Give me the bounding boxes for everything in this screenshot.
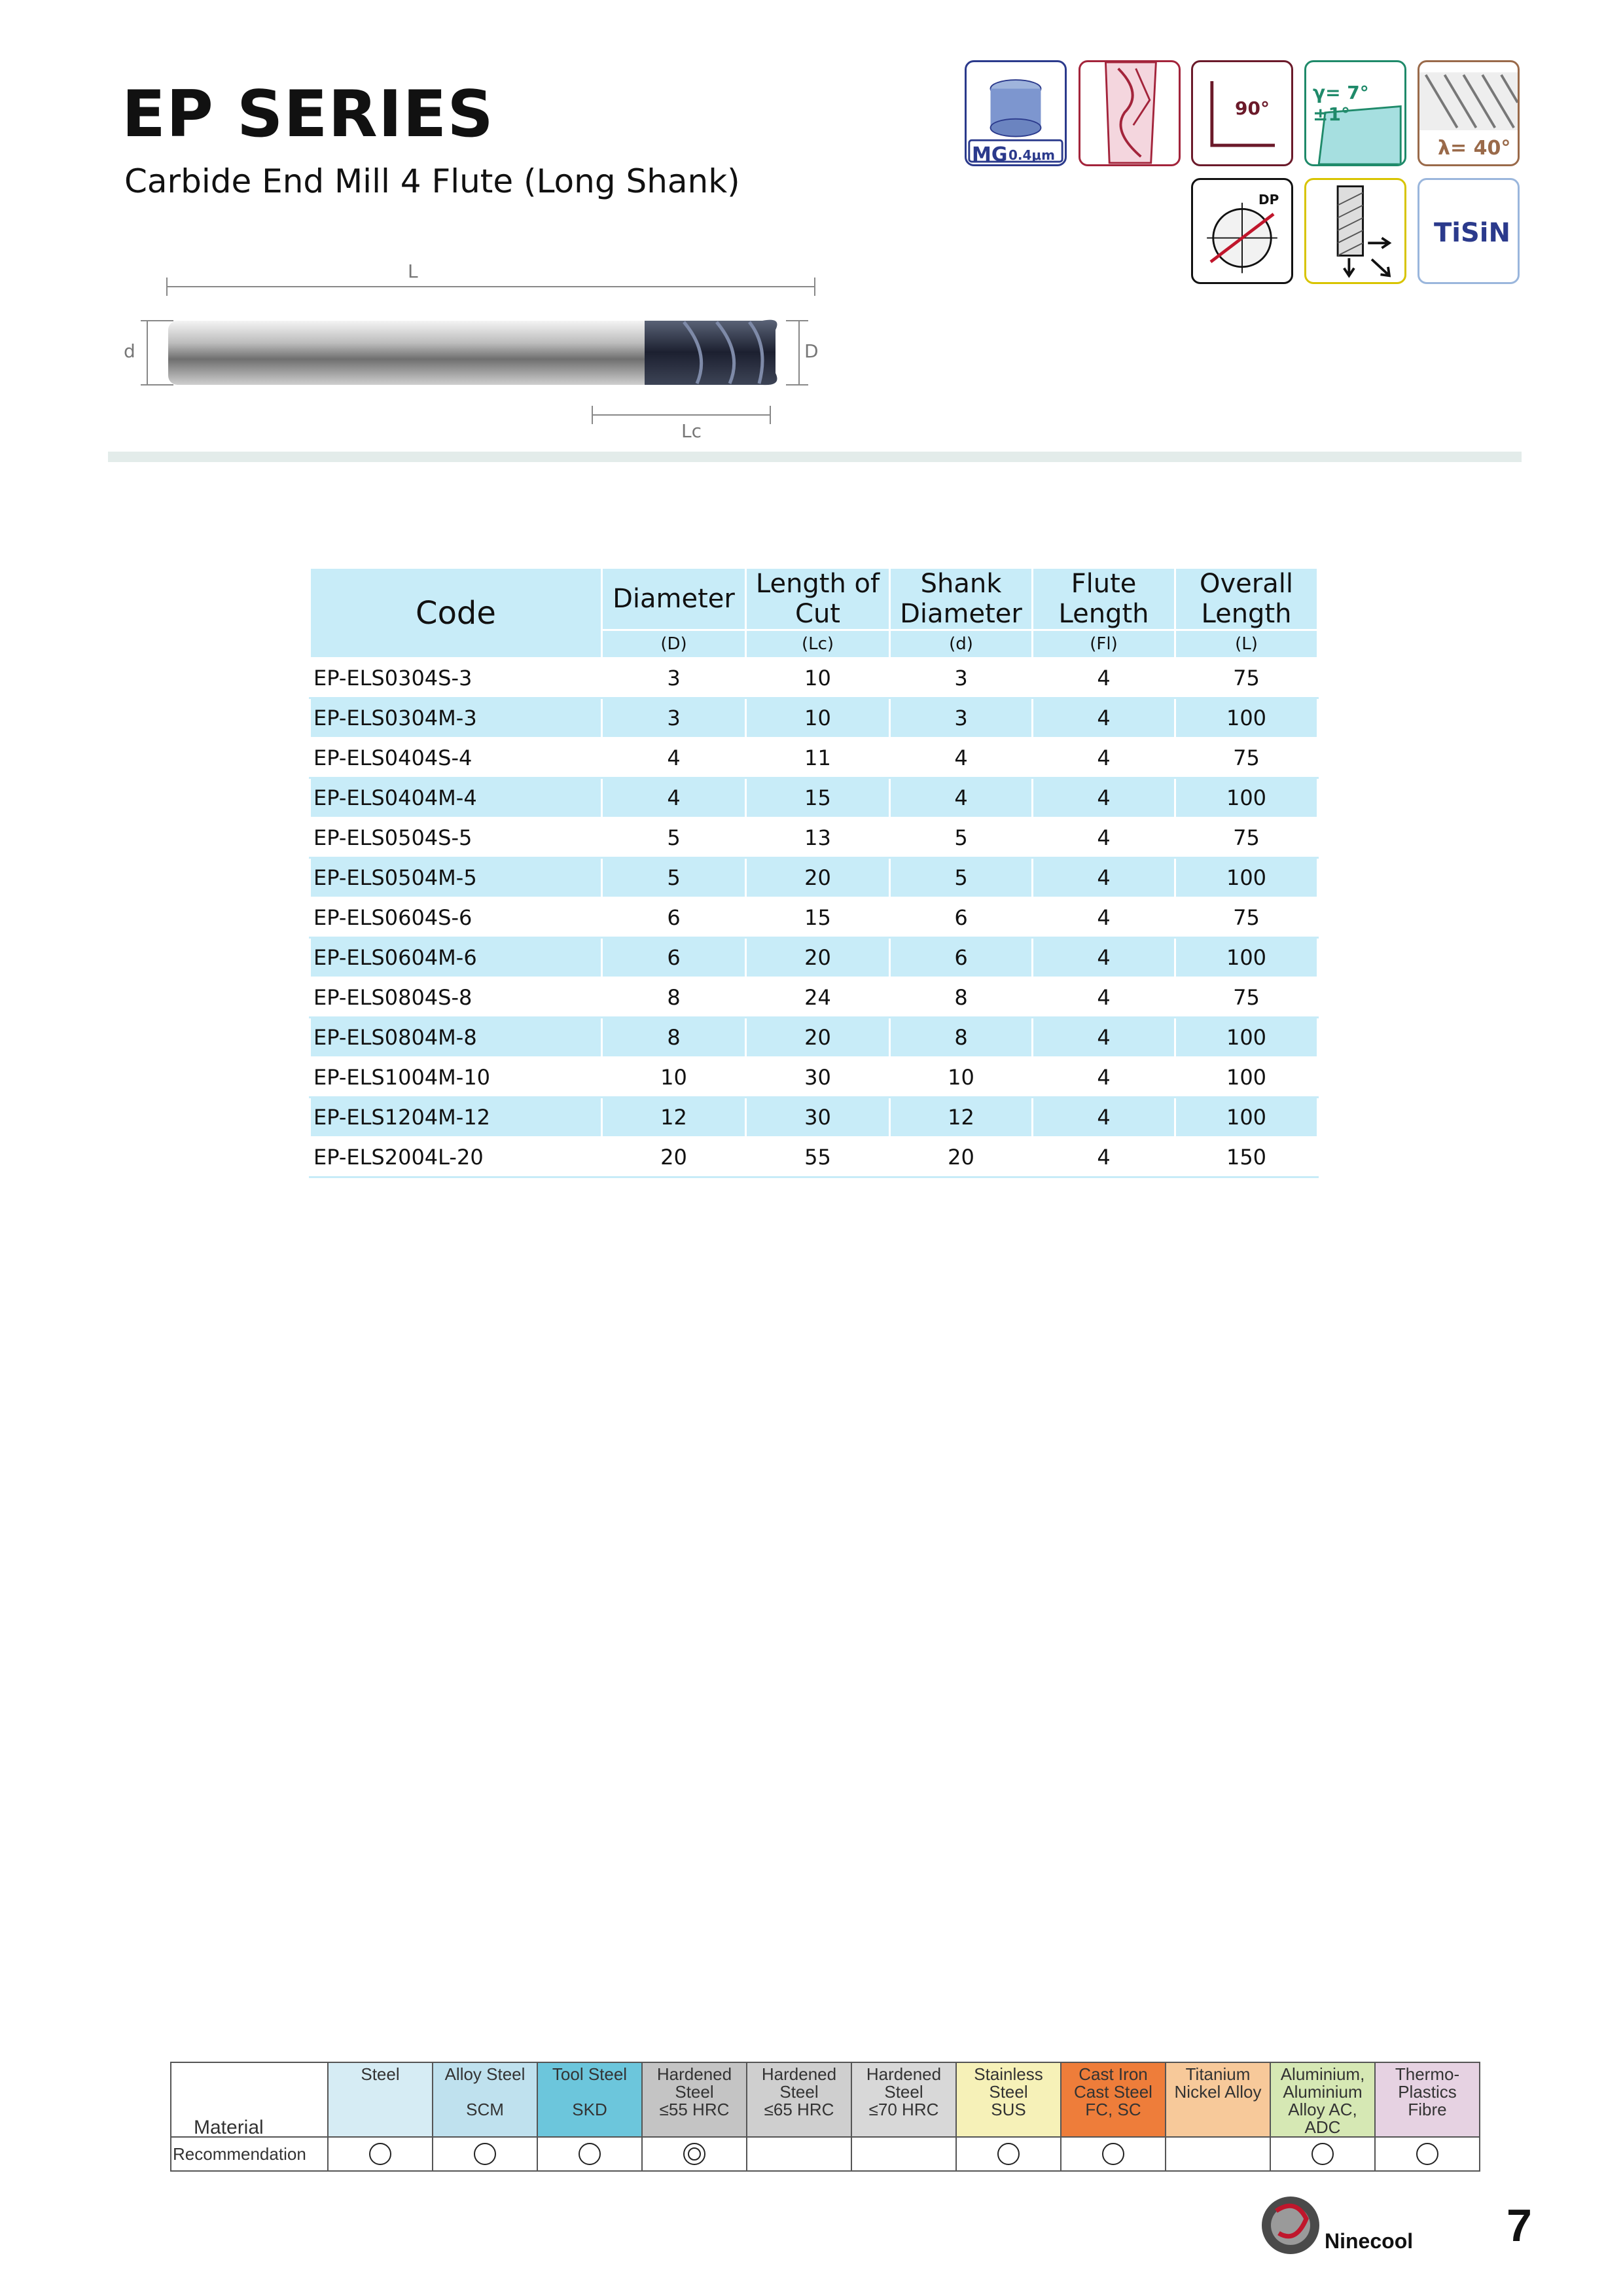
end-mill-drawing	[108, 249, 1522, 465]
value-cell: 75	[1175, 818, 1318, 858]
value-cell: 24	[746, 978, 890, 1018]
circle-icon	[369, 2143, 391, 2165]
value-cell: 4	[1033, 1098, 1175, 1138]
value-cell: 6	[890, 938, 1033, 978]
table-row	[310, 658, 1318, 698]
value-cell: 4	[1033, 658, 1175, 698]
recommendation-cell	[1061, 2137, 1166, 2171]
table-row	[310, 818, 1318, 858]
code-cell: EP-ELS0804M-8	[310, 1018, 602, 1058]
material-column-header	[328, 2062, 433, 2137]
unit-shank-diameter: (d)	[890, 630, 1033, 658]
value-cell: 6	[602, 938, 746, 978]
value-cell: 100	[1175, 1058, 1318, 1098]
material-column-header	[851, 2062, 956, 2137]
value-cell: 5	[602, 858, 746, 898]
page-title: EP SERIES	[122, 77, 494, 152]
header-shank-diameter: Shank Diameter	[890, 568, 1033, 630]
material-header-line	[433, 2083, 537, 2101]
value-cell: 12	[890, 1098, 1033, 1138]
value-cell: 3	[602, 698, 746, 738]
material-header-line: Nickel Alloy	[1174, 2082, 1262, 2102]
recommendation-cell	[642, 2137, 747, 2171]
value-cell: 100	[1175, 778, 1318, 818]
material-column-header	[956, 2062, 1061, 2137]
code-cell: EP-ELS0404S-4	[310, 738, 602, 778]
material-header-line: Fibre	[1408, 2100, 1447, 2119]
value-cell: 20	[602, 1138, 746, 1177]
value-cell: 4	[1033, 978, 1175, 1018]
value-cell: 4	[1033, 698, 1175, 738]
double-circle-icon	[683, 2143, 705, 2165]
value-cell: 10	[890, 1058, 1033, 1098]
material-header-line: ≤65 HRC	[764, 2100, 834, 2119]
value-cell: 3	[890, 698, 1033, 738]
value-cell: 4	[1033, 1138, 1175, 1177]
material-header-line: Steel	[361, 2064, 400, 2084]
value-cell: 4	[602, 738, 746, 778]
unit-overall-length: (L)	[1175, 630, 1318, 658]
circle-icon	[1102, 2143, 1124, 2165]
circle-icon	[1311, 2143, 1334, 2165]
value-cell: 8	[890, 978, 1033, 1018]
tisin-coating-icon: TiSiN	[1418, 178, 1520, 284]
value-cell: 4	[1033, 738, 1175, 778]
value-cell: 4	[890, 778, 1033, 818]
material-header-line: Cast Steel	[1074, 2082, 1152, 2102]
material-header-line: Thermo-	[1395, 2064, 1460, 2084]
material-header-line: ≤70 HRC	[868, 2100, 939, 2119]
value-cell: 55	[746, 1138, 890, 1177]
shank-diameter-label: d	[124, 340, 135, 362]
code-cell: EP-ELS0604M-6	[310, 938, 602, 978]
value-cell: 75	[1175, 898, 1318, 938]
value-cell: 20	[746, 1018, 890, 1058]
recommendation-cell	[433, 2137, 537, 2171]
recommendation-label: Recommendation	[171, 2137, 328, 2171]
value-cell: 100	[1175, 698, 1318, 738]
material-header-line: SKD	[572, 2100, 607, 2119]
circle-icon	[1416, 2143, 1438, 2165]
diameter-label: D	[804, 340, 819, 362]
material-header-line: Steel	[989, 2082, 1028, 2102]
value-cell: 10	[602, 1058, 746, 1098]
material-header-line: SCM	[466, 2100, 504, 2119]
value-cell: 5	[890, 858, 1033, 898]
code-cell: EP-ELS1204M-12	[310, 1098, 602, 1138]
value-cell: 30	[746, 1058, 890, 1098]
value-cell: 4	[1033, 818, 1175, 858]
material-column-header	[1375, 2062, 1480, 2137]
material-column-header	[1061, 2062, 1166, 2137]
material-header-line: Hardened	[866, 2064, 942, 2084]
material-header-line: Steel	[779, 2082, 819, 2102]
code-cell: EP-ELS0304M-3	[310, 698, 602, 738]
circle-icon	[579, 2143, 601, 2165]
recommendation-cell	[1270, 2137, 1375, 2171]
recommendation-cell	[328, 2137, 433, 2171]
circle-icon	[997, 2143, 1020, 2165]
material-header-line: Aluminium	[1283, 2082, 1363, 2102]
material-header-line	[1166, 2101, 1270, 2119]
value-cell: 75	[1175, 738, 1318, 778]
header-diameter: Diameter	[602, 568, 746, 630]
material-column-header	[747, 2062, 851, 2137]
material-column-header	[433, 2062, 537, 2137]
value-cell: 30	[746, 1098, 890, 1138]
value-cell: 4	[602, 778, 746, 818]
code-cell: EP-ELS0304S-3	[310, 658, 602, 698]
material-header-line: Hardened	[761, 2064, 837, 2084]
length-label: L	[408, 260, 418, 282]
spec-table	[309, 567, 1319, 1178]
material-header-line: Stainless	[974, 2064, 1043, 2084]
table-row	[310, 698, 1318, 738]
value-cell: 4	[890, 738, 1033, 778]
value-cell: 4	[1033, 1018, 1175, 1058]
value-cell: 20	[890, 1138, 1033, 1177]
value-cell: 5	[890, 818, 1033, 858]
code-cell: EP-ELS0504S-5	[310, 818, 602, 858]
page-number: 7	[1507, 2200, 1532, 2251]
material-header-line: Cast Iron	[1079, 2064, 1148, 2084]
value-cell: 75	[1175, 978, 1318, 1018]
value-cell: 100	[1175, 938, 1318, 978]
unit-length-of-cut: (Lc)	[746, 630, 890, 658]
flute-shape-icon	[1079, 60, 1181, 166]
rake-angle-icon: γ= 7°±1°	[1304, 60, 1406, 166]
header-length-of-cut: Length of Cut	[746, 568, 890, 630]
value-cell: 4	[1033, 938, 1175, 978]
material-header-line: Titanium	[1185, 2064, 1251, 2084]
table-row	[310, 1138, 1318, 1177]
table-row	[310, 978, 1318, 1018]
recommendation-cell	[851, 2137, 956, 2171]
material-table	[170, 2062, 1480, 2172]
header-flute-length: Flute Length	[1033, 568, 1175, 630]
material-header-line: Alloy Steel	[444, 2064, 526, 2084]
value-cell: 8	[602, 978, 746, 1018]
angle-90-icon: 90°	[1191, 60, 1293, 166]
value-cell: 12	[602, 1098, 746, 1138]
value-cell: 4	[1033, 1058, 1175, 1098]
helix-angle-icon: λ= 40°	[1418, 60, 1520, 166]
material-header-line: Plastics	[1398, 2082, 1457, 2102]
value-cell: 5	[602, 818, 746, 858]
value-cell: 15	[746, 898, 890, 938]
material-header-line: Aluminium,	[1280, 2064, 1365, 2084]
material-header-line: FC, SC	[1085, 2100, 1141, 2119]
material-column-header	[537, 2062, 642, 2137]
value-cell: 3	[602, 658, 746, 698]
recommendation-cell	[747, 2137, 851, 2171]
material-header-line: Alloy AC, ADC	[1288, 2100, 1357, 2137]
value-cell: 11	[746, 738, 890, 778]
recommendation-cell	[1166, 2137, 1270, 2171]
table-row	[310, 858, 1318, 898]
code-cell: EP-ELS1004M-10	[310, 1058, 602, 1098]
table-row	[310, 738, 1318, 778]
value-cell: 100	[1175, 1018, 1318, 1058]
value-cell: 10	[746, 658, 890, 698]
micro-grain-icon: MG 0.4μm	[965, 60, 1067, 166]
value-cell: 8	[890, 1018, 1033, 1058]
code-cell: EP-ELS0604S-6	[310, 898, 602, 938]
value-cell: 4	[1033, 858, 1175, 898]
value-cell: 8	[602, 1018, 746, 1058]
value-cell: 10	[746, 698, 890, 738]
material-header-line: Hardened	[656, 2064, 732, 2084]
material-column-header	[642, 2062, 747, 2137]
circle-icon	[474, 2143, 496, 2165]
value-cell: 15	[746, 778, 890, 818]
table-row	[310, 778, 1318, 818]
code-cell: EP-ELS0404M-4	[310, 778, 602, 818]
code-cell: EP-ELS0504M-5	[310, 858, 602, 898]
value-cell: 75	[1175, 658, 1318, 698]
value-cell: 20	[746, 858, 890, 898]
unit-diameter: (D)	[602, 630, 746, 658]
material-header-line	[329, 2083, 432, 2101]
value-cell: 150	[1175, 1138, 1318, 1177]
material-header-line: ≤55 HRC	[659, 2100, 730, 2119]
material-header-line: Tool Steel	[552, 2064, 628, 2084]
recommendation-cell	[1375, 2137, 1480, 2171]
value-cell: 6	[602, 898, 746, 938]
table-row	[310, 1098, 1318, 1138]
material-column-header	[1166, 2062, 1270, 2137]
code-cell: EP-ELS2004L-20	[310, 1138, 602, 1177]
value-cell: 6	[890, 898, 1033, 938]
brand-name: Ninecool	[1325, 2229, 1414, 2253]
material-column-header	[1270, 2062, 1375, 2137]
header-overall-length: Overall Length	[1175, 568, 1318, 630]
page-subtitle: Carbide End Mill 4 Flute (Long Shank)	[124, 162, 740, 200]
value-cell: 4	[1033, 898, 1175, 938]
code-cell: EP-ELS0804S-8	[310, 978, 602, 1018]
recommendation-cell	[956, 2137, 1061, 2171]
table-row	[310, 898, 1318, 938]
material-header-line: Steel	[884, 2082, 923, 2102]
length-of-cut-label: Lc	[681, 420, 702, 442]
material-header-line	[329, 2101, 432, 2119]
recommendation-cell	[537, 2137, 642, 2171]
value-cell: 100	[1175, 858, 1318, 898]
value-cell: 100	[1175, 1098, 1318, 1138]
value-cell: 4	[1033, 778, 1175, 818]
value-cell: 20	[746, 938, 890, 978]
value-cell: 13	[746, 818, 890, 858]
material-header-line	[538, 2083, 641, 2101]
material-label: Material	[171, 2062, 328, 2137]
table-row	[310, 1058, 1318, 1098]
table-row	[310, 938, 1318, 978]
material-header-line: SUS	[991, 2100, 1026, 2119]
header-code: Code	[310, 568, 602, 658]
material-header-line: Steel	[675, 2082, 714, 2102]
table-row	[310, 1018, 1318, 1058]
value-cell: 3	[890, 658, 1033, 698]
unit-flute-length: (Fl)	[1033, 630, 1175, 658]
dp-icon: DP	[1191, 178, 1293, 284]
